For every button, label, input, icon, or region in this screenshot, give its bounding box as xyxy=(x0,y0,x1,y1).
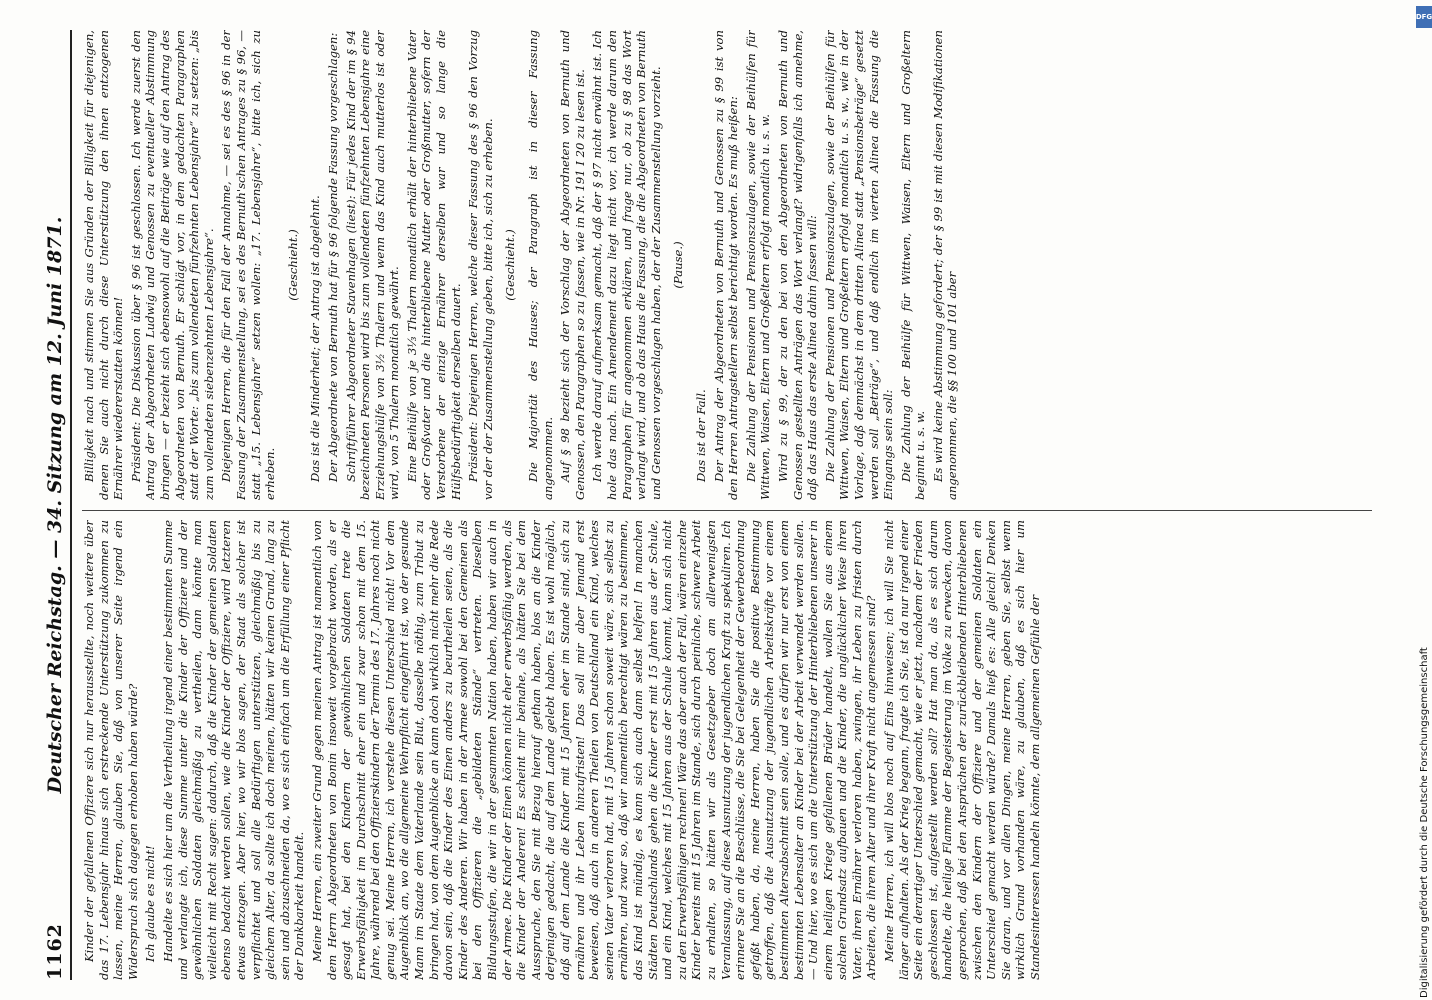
stage-direction: (Pause.) xyxy=(671,241,686,289)
right-column xyxy=(82,30,1372,500)
column-divider xyxy=(82,510,1372,511)
dfg-logo-icon: DFG xyxy=(1416,6,1432,28)
paragraph: Eine Beihülfe von je 3⅓ Thalern monatlich erhält der hinterbliebene Vater oder Großvater und die hinterbliebene Mutter oder Großmutter, sofern der Verstorbene der einzige Ernährer derselben war und so lange die Hülfsbedürftigkeit derselben dauert. xyxy=(404,30,463,500)
paragraph: Die Zahlung der Beihülfe für Wittwen, Waisen, Eltern und Großeltern beginnt u. s. w. xyxy=(898,30,928,500)
digitization-credit xyxy=(1418,8,1432,998)
paragraph: Präsident: Die Diskussion über § 96 ist geschlossen. Ich werde zuerst den Antrag der Abgeordneten Ludwig und Genossen zu eventueller Abstimmung bringen — er bezieht sich ebensowohl auf die Beiträge wie auf den Antrag des Abgeordneten von Bernuth. Er schlägt vor, in dem gedachten Paragraphen statt der Worte: „bis zum vollendeten fünfzehnten Lebensjahre“ zu setzen: „bis zum vollendeten siebenzehnten Lebensjahre“. xyxy=(128,30,216,500)
page-number: 1162 xyxy=(44,923,66,980)
paragraph: Ich glaube es nicht! xyxy=(143,845,158,962)
paragraph: Das ist der Fall. xyxy=(693,389,708,482)
paragraph: Schriftführer Abgeordneter Stavenhagen (liest): Für jedes Kind der im § 94 bezeichneten Personen wird bis zum vollendeten fünfzehnten Lebensjahre eine Erziehungshülfe von 3½ Thalern und wenn das Kind auch mutterlos ist oder wird, von 5 Thalern monatlich gewährt. xyxy=(343,30,402,500)
paragraph: Die Zahlung der Pensionen und Pensionszulagen, sowie der Beihülfen für Wittwen, Waisen, Eltern und Großeltern erfolgt monatlich u. s. w., wie in der Vorlage, daß demnächst in dem dritten Alinea statt „Pensionsbeträge“ gesetzt werden soll „Beträge“, und daß endlich im vierten Alinea die Fassung die Eingangs sein soll: xyxy=(822,30,896,500)
stage-direction: (Geschieht.) xyxy=(503,229,518,301)
paragraph: Meine Herren, ich will blos noch auf Eins hinweisen; ich will Sie nicht länger aufhalten. Als der Krieg begann, fragte ich Sie, ist da nur irgend einer Seite ein derartiger Unterschied gemacht, wie er jetzt, nachdem der Frieden geschlossen ist, aufgestellt werden soll? Hat man da, als es sich darum handelte, die heilige Flamme der Begeisterung im Volke zu erwecken, davon gesprochen, daß bei den Ansprüchen der zurückbleibenden Hinterbliebenen zwischen den Kindern der Offiziere und der gemeinen Soldaten ein Unterschied gemacht werden würde? Damals hieß es: Alle gleich! Denken Sie daran, und vor allen Dingen, meine Herren, geben Sie, selbst wenn wirklich Grund vorhanden wäre, zu glauben, daß es sich hier um Standesinteressen handeln könnte, dem allgemeinen Gefühle der xyxy=(882,520,1042,980)
paragraph: Präsident: Diejenigen Herren, welche dieser Fassung des § 96 den Vorzug vor der der Zusammenstellung geben, bitte ich, sich zu erheben. xyxy=(466,30,495,500)
running-title: Deutscher Reichstag. — 34. Sitzung am 12. Juni 1871. xyxy=(44,216,66,794)
paragraph: Der Abgeordnete von Bernuth hat für § 96 folgende Fassung vorgeschlagen: xyxy=(325,32,340,482)
paragraph: Es wird keine Abstimmung gefordert; der § 99 ist mit diesen Modifikationen angenommen, die §§ 100 und 101 aber xyxy=(930,30,960,500)
paragraph: Die Majorität des Hauses; der Paragraph ist in dieser Fassung angenommen. xyxy=(526,30,555,500)
paragraph: Das ist die Minderheit; der Antrag ist abgelehnt. xyxy=(308,195,323,482)
paragraph: Billigkeit nach und stimmen Sie aus Gründen der Billigkeit für diejenigen, denen Sie auch nicht durch diese Unterstützung den ihnen entzogenen Ernährer wiedererstatten können! xyxy=(82,30,126,500)
paragraph: Der Antrag der Abgeordneten von Bernuth und Genossen zu § 99 ist von den Herren Antragstellern selbst berichtigt worden. Es muß heißen: xyxy=(711,30,741,500)
digitization-credit-text: Digitalisierung gefördert durch die Deutsche Forschungsgemeinschaft xyxy=(1419,647,1430,998)
page-header xyxy=(40,30,72,980)
paragraph: Auf § 98 bezieht sich der Vorschlag der Abgeordneten von Bernuth und Genossen, den Paragraphen so zu fassen, wie in Nr. 191 I 20 zu lesen ist. xyxy=(558,30,587,500)
paragraph: Die Zahlung der Pensionen und Pensionszulagen, sowie der Beihülfen für Wittwen, Waisen, Eltern und Großeltern erfolgt monatlich u. s. w. xyxy=(743,30,773,500)
paragraph: Diejenigen Herren, die für den Fall der Annahme, — sei es des § 96 in der Fassung der Zusammenstellung, sei es des Bernuth'schen Antrages zu § 96, — statt „15. Lebensjahre“ setzen wollen: „17. Lebensjahre“, bitte ich, sich zu erheben. xyxy=(219,30,278,500)
paragraph: Meine Herren, ein zweiter Grund gegen meinen Antrag ist namentlich von dem Herrn Abgeordneten von Bonin insoweit vorgebracht worden, als er gesagt hat, bei den Kindern der gewöhnlichen Soldaten trete die Erwerbsfähigkeit im Durchschnitt eher ein und zwar schon mit dem 15. Jahre, während bei den Offizierskindern der Termin des 17. Jahres noch nicht genug sei. Meine Herren, ich verstehe diesen Unterschied nicht! Vor dem Augenblick an, wo die allgemeine Wehrpflicht eingeführt ist, wo der gesunde Mann im Staate dem Vaterlande sein Blut, dasselbe nöthig, zum Tribut zu bringen hat, von dem Augenblicke an kann doch wirklich nicht mehr die Rede davon sein, daß die Kinder des Einen anders zu beurtheilen seien, als die Kinder des Anderen. Wir haben in der Armee sowohl bei den Gemeinen als bei den Offizieren die „gebildeten Stände“ vertreten. Dieselben Bildungsstufen, die wir in der gesammten Nation haben, haben wir auch in der Armee. Die Kinder der Einen können nicht eher erwerbsfähig werden, als die Kinder der Anderen! Es scheint mir beinahe, als hätten Sie bei dem Ausspruche, den Sie mit Bezug hierauf gethan haben, blos an die Kinder derjenigen gedacht, die auf dem Lande gelebt haben. Es ist wohl möglich, daß auf dem Lande die Kinder mit 15 Jahren eher im Stande sind, sich zu ernähren und ihr Leben hinzufristen! Das soll mir aber Jemand erst beweisen, daß auch in anderen Theilen von Deutschland ein Kind, welches seinen Vater verloren hat, mit 15 Jahren schon soweit wäre, sich selbst zu ernähren, und zwar so, daß wir namentlich berechtigt wären zu bestimmen, das Kind ist mündig, es kann sich auch dann selbst helfen! In manchen Städten Deutschlands gehen die Kinder erst mit 15 Jahren aus der Schule, und ein Kind, welches mit 15 Jahren aus der Schule kommt, kann sich nicht zu den Erwerbsfähigen rechnen! Wäre das aber auch der Fall, wären einzelne Kinder bereits mit 15 Jahren im Stande, sich durch peinliche, schwere Arbeit zu erhalten, so hätten wir als Gesetzgeber doch am allerwenigsten Veranlassung, auf diese Ausnutzung der jugendlichen Kraft zu spekuliren. Ich erinnere Sie an die Beschlüsse, die Sie bei Gelegenheit der Gewerbeordnung gefaßt haben, da, meine Herren, haben Sie die positive Bestimmung getroffen, daß die Ausnutzung der jugendlichen Arbeitskräfte vor einem bestimmten Altersabschnitt sein solle, und es dürfen wir nur erst von einem bestimmten Lebensalter an Kinder bei der Arbeit verwendet werden sollen. — Und hier, wo es sich um die Unterstützung der Hinterbliebenen unserer in einem heiligen Kriege gefallenen Brüder handelt, wollen Sie aus einem solchen Grundsatz aufbauen und die Kinder, die unglücklicher Weise ihren Vater, ihren Ernährer verloren haben, zwingen, ihr Leben zu fristen durch Arbeiten, die ihrem Alter und ihrer Kraft nicht angemessen sind? xyxy=(309,520,879,980)
paragraph: Kinder der gefallenen Offiziere sich nur herausstellte, noch weitere über das 17. Lebensjahr hinaus sich erstreckende Unterstützung zukommen zu lassen, meine Herren, glauben Sie, daß von unserer Seite irgend ein Widerspruch sich dagegen erhoben haben würde? xyxy=(82,520,140,980)
paragraph: Ich werde darauf aufmerksam gemacht, daß der § 97 nicht erwähnt ist. Ich hole das nach. Ein Amendement dazu liegt nicht vor, ich werde darum den Paragraphen für angenommen erklären, und frage nur, ob zu § 98 das Wort verlangt wird, und ob das Haus die Fassung, die die Abgeordneten von Bernuth und Genossen vorgeschlagen haben, der der Zusammenstellung vorzieht. xyxy=(590,30,663,500)
left-column xyxy=(82,520,1372,980)
paragraph: Wird zu § 99, der zu den bei von den Abgeordneten von Bernuth und Genossen gestellten Anträgen das Wort verlangt? widrigenfalls ich annehme, daß das Haus das erste Alinea dahin fassen will: xyxy=(775,30,820,500)
stage-direction: (Geschieht.) xyxy=(285,229,300,301)
paragraph: Handelte es sich hier um die Vertheilung irgend einer bestimmten Summe und verlangte ich, diese Summe unter die Kinder der Offiziere und der gewöhnlichen Soldaten gleichmäßig zu vertheilen, dann könnte man vielleicht mit Recht sagen: dadurch, daß die Kinder der gemeinen Soldaten ebenso bedacht werden sollen, wie die Kinder der Offiziere, wird letzteren etwas entzogen. Aber hier, wo wir blos sagen, der Staat als solcher ist verpflichtet und soll alle Bedürftigen unterstützen, gleichmäßig bis zu gleichem Alter, da sollte ich doch meinen, hätten wir keinen Grund, lang zu sein und abzuschneiden da, wo es sich einfach um die Erfüllung einer Pflicht der Dankbarkeit handelt. xyxy=(160,520,307,980)
